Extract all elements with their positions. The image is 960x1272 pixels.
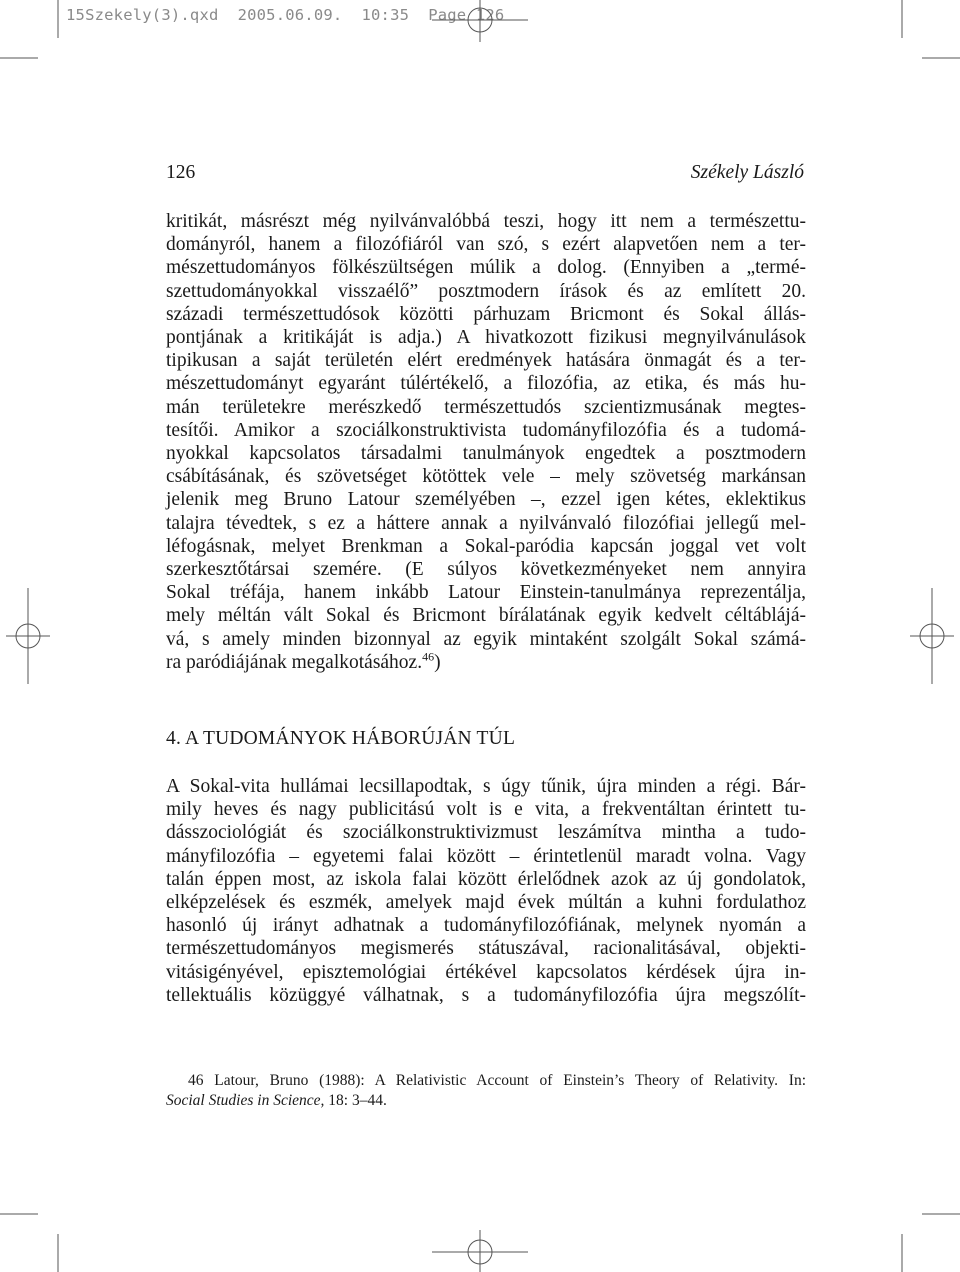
text-line: csábításának, és szövetséget kötöttek vele – mely szövetség markánsan bbox=[166, 466, 806, 488]
text-line: talán éppen most, az iskola falai között érlelődnek azok az új gondolatok, bbox=[166, 868, 806, 890]
print-slug: 15Szekely(3).qxd 2005.06.09. 10:35 Page 126 bbox=[66, 6, 505, 24]
footnote-line bbox=[166, 1091, 806, 1111]
text-line: tesítői. Amikor a szociálkonstruktivista tudományfilozófia és a tudomá- bbox=[166, 419, 806, 441]
text-line: mányfilozófia – egyetemi falai között – érintetlenül maradt volna. Vagy bbox=[166, 845, 806, 867]
text-line: tipikusan a saját területén elért eredmények hatására önmagát és a ter- bbox=[166, 350, 806, 372]
page-header bbox=[166, 162, 804, 186]
running-head-author: Székely László bbox=[690, 162, 804, 183]
text-line: századi természettudósok közötti párhuzam Bricmont és Sokal állás- bbox=[166, 303, 806, 325]
text-line: mán területekre merészkedő természettudós szcientizmusának megtes- bbox=[166, 396, 806, 418]
text-line-last bbox=[166, 651, 806, 674]
footnote bbox=[166, 1071, 806, 1111]
text-line: vá, s amely minden bizonnyal az egyik mintaként szolgált Sokal számá- bbox=[166, 628, 806, 650]
footnote-line: 46 Latour, Bruno (1988): A Relativistic Account of Einstein’s Theory of Relativity. In: bbox=[188, 1072, 806, 1089]
text-line: mely méltán vált Sokal és Bricmont bírálatának egyik kedvelt céltáblájá- bbox=[166, 605, 806, 627]
text-line: dásszociológiát és szociálkonstruktivizmust leszámítva mintha a tudo- bbox=[166, 822, 806, 844]
text-line: szerkesztőtársai szemére. (E súlyos következményeket nem annyira bbox=[166, 559, 806, 581]
closing-parenthesis: ) bbox=[434, 651, 441, 673]
text-line: hasonló új irányt adhatnak a tudományfilozófiának, melynek nyomán a bbox=[166, 915, 806, 937]
text-line: elképzelések és eszmék, amelyek majd évek múltán a kuhni fordulathoz bbox=[166, 892, 806, 914]
section-heading: 4. A TUDOMÁNYOK HÁBORÚJÁN TÚL bbox=[166, 728, 516, 749]
text-line: mészettudományt egyaránt túlértékelő, a filozófia, az etika, és más hu- bbox=[166, 373, 806, 395]
last-line-text: ra paródiájának megalkotásához. bbox=[166, 651, 423, 673]
text-line: nyokkal kapcsolatos társadalmi tanulmányok engedtek a posztmodern bbox=[166, 443, 806, 465]
body-paragraph-2 bbox=[166, 775, 806, 1007]
text-line: mily heves és nagy publicitású volt is e vita, a frekventáltan érintett tu- bbox=[166, 799, 806, 821]
text-line: jelenik meg Bruno Latour személyében –, ezzel igen kétes, eklektikus bbox=[166, 489, 806, 511]
text-line: tellektuális közüggyé válhatnak, s a tudományfilozófia újra megszólít- bbox=[166, 984, 806, 1006]
journal-title: Social Studies in Science, bbox=[166, 1092, 325, 1109]
text-line: mészettudományos fölkészültségen múlik a dolog. (Ennyiben a „termé- bbox=[166, 257, 806, 279]
text-line: A Sokal-vita hullámai lecsillapodtak, s úgy tűnik, újra minden a régi. Bár- bbox=[166, 776, 806, 797]
text-line: kritikát, másrészt még nyilvánvalóbbá teszi, hogy itt nem a természettu- bbox=[166, 211, 806, 232]
text-line: szettudományokkal visszaélő” posztmodern írások és az említett 20. bbox=[166, 280, 806, 302]
text-line: pontjának a kritikáját is adja.) A hivatkozott fizikusi megnyilvánulások bbox=[166, 327, 806, 349]
citation-detail: 18: 3–44. bbox=[324, 1092, 387, 1109]
text-line: vitásigényével, episztemológiai értékével kapcsolatos kérdések újra in- bbox=[166, 961, 806, 983]
page-number: 126 bbox=[166, 162, 196, 183]
text-line: léfogásnak, melyet Brenkman a Sokal-paródia kapcsán joggal vet volt bbox=[166, 535, 806, 557]
text-line: talajra tévedtek, s ez a háttere annak a nyilvánvaló filozófiai jellegű mel- bbox=[166, 512, 806, 534]
text-line: Sokal tréfája, hanem inkább Latour Einstein-tanulmánya reprezentálja, bbox=[166, 582, 806, 604]
footnote-reference[interactable]: 46 bbox=[422, 649, 435, 664]
text-line: természettudományos megismerés státuszával, racionalitásával, objekti- bbox=[166, 938, 806, 960]
body-paragraph-1 bbox=[166, 210, 806, 674]
text-line: dományról, hanem a filozófiáról van szó, s ezért alapvetően nem a ter- bbox=[166, 234, 806, 256]
